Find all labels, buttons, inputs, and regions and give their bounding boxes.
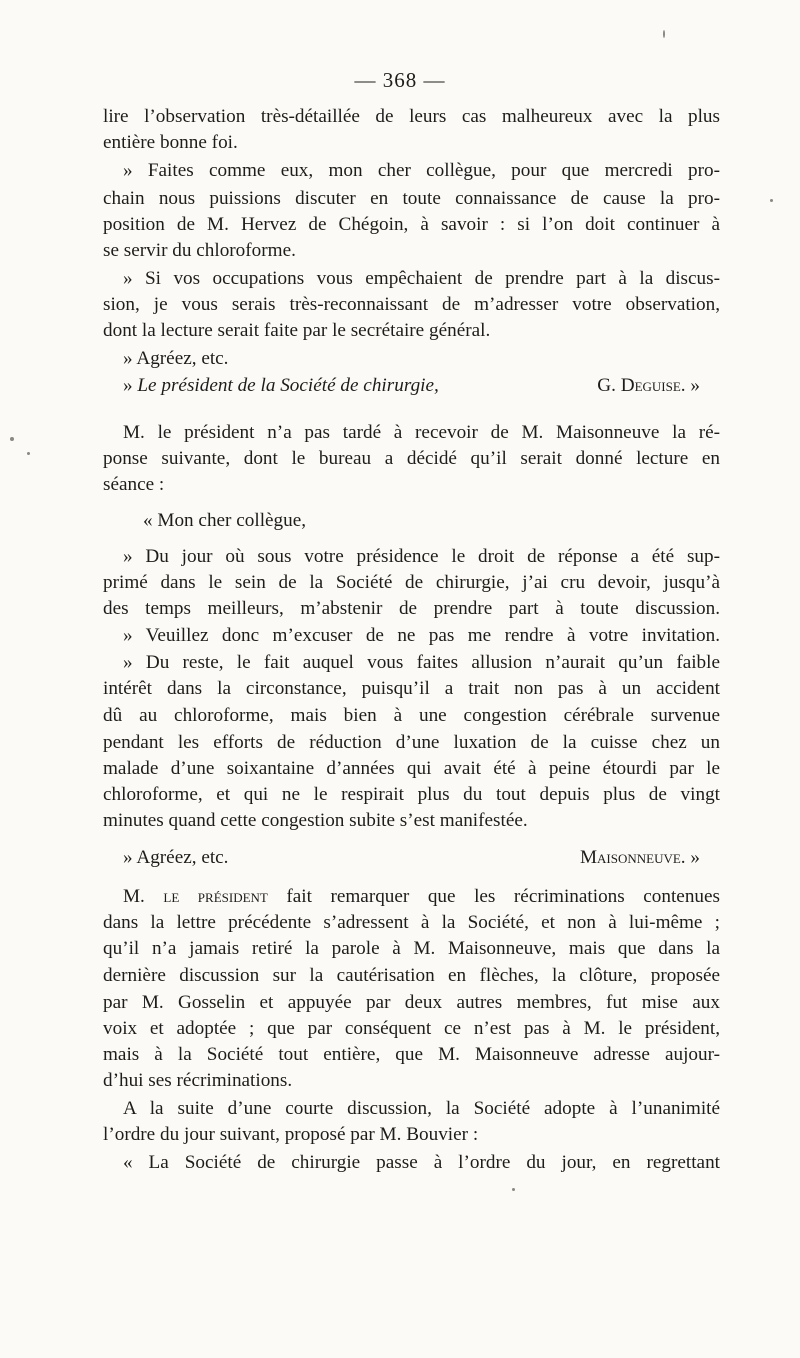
text-line: primé dans le sein de la Société de chirurgie, j’ai cru devoir, jusqu’à (103, 572, 720, 593)
text-line: malade d’une soixantaine d’années qui avait été à peine étourdi par le (103, 758, 720, 779)
text-line: l’ordre du jour suivant, proposé par M. Bouvier : (103, 1124, 479, 1145)
paper-speck (512, 1188, 515, 1191)
signature-name: G. Deguise. » (597, 375, 700, 396)
text-line: » Faites comme eux, mon cher collègue, pour que mercredi pro- (123, 160, 720, 181)
text-fragment: fait remarquer que les récriminations contenues (267, 886, 720, 907)
text-line: séance : (103, 474, 165, 495)
text-line: « La Société de chirurgie passe à l’ordre du jour, en regrettant (123, 1152, 720, 1173)
text-line: dû au chloroforme, mais bien à une congestion cérébrale survenue (103, 705, 720, 726)
text-line: intérêt dans la circonstance, puisqu’il a trait non pas à un accident (103, 678, 720, 699)
signature-title: Le président de la Société de chirurgie, (137, 375, 439, 396)
signature-line (123, 373, 700, 399)
text-line: dont la lecture serait faite par le secrétaire général. (103, 320, 491, 341)
text-line: dernière discussion sur la cautérisation en flèches, la clôture, proposée (103, 965, 720, 986)
speaker-name: M. le président (123, 886, 268, 907)
text-line: des temps meilleurs, m’abstenir de prendre part à toute discussion. (103, 598, 720, 619)
text-line: » Si vos occupations vous empêchaient de prendre part à la discus- (123, 268, 720, 289)
text-line: se servir du chloroforme. (103, 240, 296, 261)
text-line: d’hui ses récriminations. (103, 1070, 293, 1091)
text-line: entière bonne foi. (103, 132, 238, 153)
salutation: « Mon cher collègue, (143, 510, 307, 531)
text-line: chain nous puissions discuter en toute connaissance de cause la pro- (103, 188, 720, 209)
text-line: » Du jour où sous votre présidence le droit de réponse a été sup- (123, 546, 720, 567)
text-line: ponse suivante, dont le bureau a décidé qu’il serait donné lecture en (103, 448, 720, 469)
text-line: mais à la Société tout entière, que M. Maisonneuve adresse aujour- (103, 1044, 720, 1065)
text-line: » Agréez, etc. (123, 348, 229, 369)
text-line: voix et adoptée ; que par conséquent ce n’est pas à M. le président, (103, 1018, 720, 1039)
text-line: dans la lettre précédente s’adressent à la Société, et non à lui-même ; (103, 912, 720, 933)
text-line: lire l’observation très-détaillée de leurs cas malheureux avec la plus (103, 106, 720, 127)
closing: » Agréez, etc. (123, 847, 229, 868)
text-line: » Du reste, le fait auquel vous faites allusion n’aurait qu’un faible (123, 652, 720, 673)
text-line: qu’il n’a jamais retiré la parole à M. Maisonneuve, mais que dans la (103, 938, 720, 959)
page-number: — 368 — (354, 68, 446, 92)
signature-prefix: » (123, 375, 138, 396)
text-line (123, 884, 720, 910)
text-line: par M. Gosselin et appuyée par deux autres membres, fut mise aux (103, 992, 720, 1013)
paper-speck (27, 452, 30, 455)
text-line: minutes quand cette congestion subite s’est manifestée. (103, 810, 528, 831)
paper-speck (663, 30, 665, 38)
text-line: chloroforme, et qui ne le respirait plus du tout depuis plus de vingt (103, 784, 720, 805)
signature-line (123, 845, 700, 871)
text-line: sion, je vous serais très-reconnaissant de m’adresser votre observation, (103, 294, 720, 315)
text-line: position de M. Hervez de Chégoin, à savoir : si l’on doit continuer à (103, 214, 720, 235)
text-line: M. le président n’a pas tardé à recevoir de M. Maisonneuve la ré- (123, 422, 720, 443)
text-line: » Veuillez donc m’excuser de ne pas me rendre à votre invitation. (123, 625, 720, 646)
text-line: A la suite d’une courte discussion, la Société adopte à l’unanimité (123, 1098, 720, 1119)
signature-name: Maisonneuve. » (579, 847, 700, 868)
text-line: pendant les efforts de réduction d’une luxation de la cuisse chez un (103, 732, 720, 753)
paper-speck (10, 437, 14, 441)
paper-speck (770, 199, 773, 202)
